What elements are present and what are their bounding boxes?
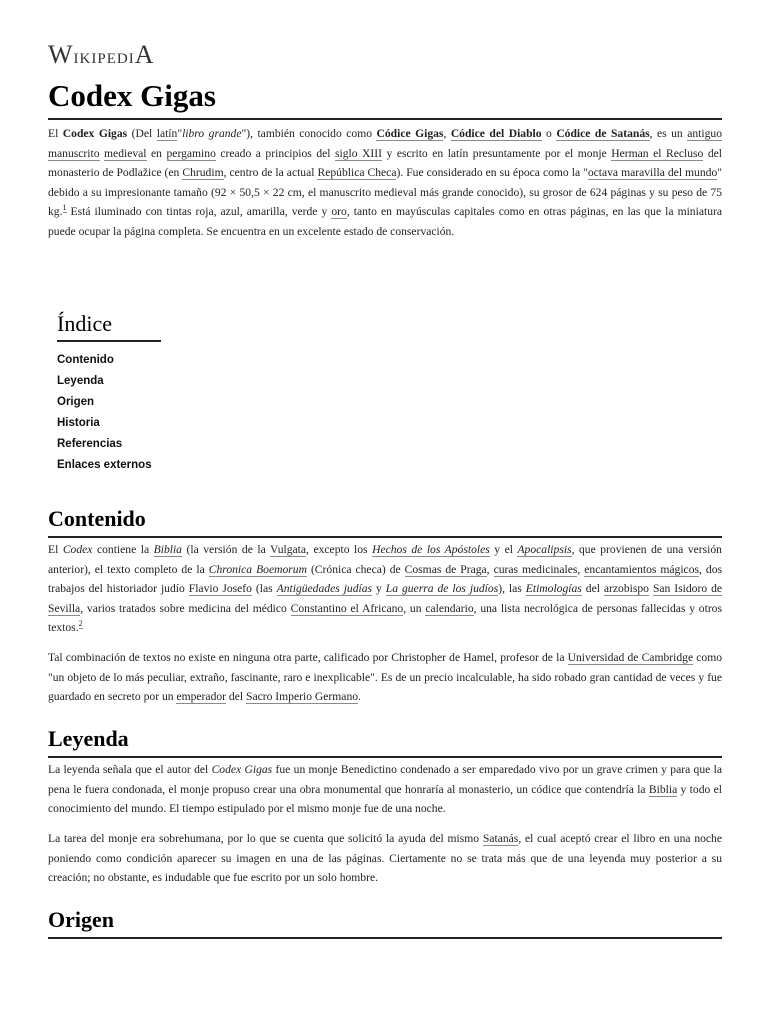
toc-item-contenido[interactable]: Contenido <box>57 354 114 366</box>
link-octava-maravilla[interactable]: octava maravilla del mundo <box>587 166 718 179</box>
link-satanas[interactable]: Satanás <box>482 832 519 845</box>
link-latin[interactable]: latín <box>156 127 178 140</box>
link-biblia-2[interactable]: Biblia <box>648 782 678 796</box>
link-chrudim[interactable]: Chrudim <box>182 166 224 179</box>
link-emperador[interactable]: emperador <box>176 690 227 703</box>
link-herman-recluso[interactable]: Herman el Recluso <box>611 146 704 160</box>
link-encantamientos[interactable]: encantamientos mágicos <box>584 562 700 576</box>
link-antiguedades-judias[interactable]: Antigüedades judías <box>276 582 373 595</box>
link-biblia[interactable]: Biblia <box>153 543 182 556</box>
toc-item-referencias[interactable]: Referencias <box>57 438 123 450</box>
toc-item-origen[interactable]: Origen <box>57 396 95 408</box>
link-codice-satanas[interactable]: Códice de Satanás <box>556 127 650 140</box>
link-constantino-africano[interactable]: Constantino el Africano <box>290 601 404 615</box>
link-vulgata[interactable]: Vulgata <box>270 543 307 556</box>
link-siglo-xiii[interactable]: siglo XIII <box>335 146 383 160</box>
page-title: Codex Gigas <box>48 78 722 120</box>
link-universidad-cambridge[interactable]: Universidad de Cambridge <box>567 651 694 664</box>
ref-link-2[interactable]: 2 <box>78 619 83 629</box>
toc-item-leyenda[interactable]: Leyenda <box>57 375 104 387</box>
link-calendario[interactable]: calendario <box>425 601 474 615</box>
table-of-contents <box>57 310 161 476</box>
section-heading-contenido: Contenido <box>48 505 722 538</box>
wordmark-first-letter: W <box>48 40 74 69</box>
link-sacro-imperio[interactable]: Sacro Imperio Germano <box>246 690 359 703</box>
wikipedia-wordmark[interactable] <box>48 40 154 70</box>
toc-title: Índice <box>57 310 161 342</box>
toc-item-historia[interactable]: Historia <box>57 417 100 429</box>
link-curas-medicinales[interactable]: curas medicinales <box>493 562 578 576</box>
link-antiguo[interactable]: antiguo <box>687 127 722 140</box>
wordmark-middle: ikipedi <box>73 43 135 68</box>
leyenda-paragraph-1: La leyenda señala que el autor del Codex Gigas fue un monje Benedictino condenado a ser emparedado vivo por un grave crimen y para que la pena le fuera condonada, el monje propuso crear una obra monumental que honraría al monasterio, un códice que contendría la Biblia y todo el conocimiento del mundo. El tiempo estipulado por el mismo monje fue de una noche. <box>48 763 722 815</box>
wordmark-last-letter: A <box>134 40 155 69</box>
link-medieval[interactable]: medieval <box>104 146 147 160</box>
section-heading-leyenda: Leyenda <box>48 725 722 758</box>
link-republica-checa[interactable]: República Checa <box>317 166 397 179</box>
link-apocalipsis[interactable]: Apocalipsis <box>517 543 572 556</box>
link-cosmas-praga[interactable]: Cosmas de Praga <box>404 562 487 576</box>
toc-item-enlaces-externos[interactable]: Enlaces externos <box>57 459 152 471</box>
link-etimologias[interactable]: Etimologías <box>525 582 582 595</box>
leyenda-paragraph-2: La tarea del monje era sobrehumana, por lo que se cuenta que solicitó la ayuda del mismo Satanás, el cual aceptó crear el libro en una noche poniendo como condición aparecer su imagen en una de las páginas. Ciertamente no se trata más que de una leyenda muy posterior a su creación; no obstante, es indudable que fue escrito por un solo hombre. <box>48 832 722 884</box>
link-hechos-apostoles[interactable]: Hechos de los Apóstoles <box>372 543 490 556</box>
link-manuscrito[interactable]: manuscrito <box>48 146 100 160</box>
link-codice-diablo[interactable]: Códice del Diablo <box>450 127 542 140</box>
ref-link-1[interactable]: 1 <box>62 203 67 213</box>
link-codice-gigas[interactable]: Códice Gigas <box>376 127 444 140</box>
contenido-paragraph-1: El Codex contiene la Biblia (la versión de la Vulgata, excepto los Hechos de los Apóstoles y el Apocalipsis, que provienen de una versión anterior), el texto completo de la Chronica Boemorum (Crónica checa) de Cosmas de Praga, curas medicinales, encantamientos mágicos, dos trabajos del historiador judío Flavio Josefo (las Antigüedades judías y La guerra de los judíos), las Etimologías del arzobispo San Isidoro de Sevilla, varios tratados sobre medicina del médico Constantino el Africano, un calendario, una lista necrológica de personas fallecidas y otros textos.$^2$ <box>48 543 723 634</box>
link-guerra-judios[interactable]: La guerra de los judíos <box>385 582 499 595</box>
link-chronica-boemorum[interactable]: Chronica Boemorum <box>208 562 307 576</box>
link-san-isidoro[interactable]: San Isidoro de Sevilla <box>48 582 723 615</box>
contenido-paragraph-2: Tal combinación de textos no existe en ninguna otra parte, calificado por Christopher de Hamel, profesor de la Universidad de Cambridge como "un objeto de lo más peculiar, extraño, fascinante, raro e inexplicable". Es de un precio incalculable, ha sido robado gran cantidad de veces y fue guardado en secreto por un emperador del Sacro Imperio Germano. <box>48 651 723 703</box>
link-pergamino[interactable]: pergamino <box>166 146 216 160</box>
link-arzobispo[interactable]: arzobispo <box>603 582 649 595</box>
link-oro[interactable]: oro <box>331 205 347 218</box>
link-flavio-josefo[interactable]: Flavio Josefo <box>188 582 252 595</box>
intro-paragraph: El Codex Gigas (Del latín"libro grande"), también conocido como Códice Gigas, Códice del Diablo o Códice de Satanás, es un antiguo manuscrito medieval en pergamino creado a principios del siglo XIII y escrito en latín presuntamente por el monje Herman el Recluso del monasterio de Podlažice (en Chrudim, centro de la actual República Checa). Fue considerado en su época como la "octava maravilla del mundo" debido a su impresionante tamaño (92 × 50,5 × 22 cm, el manuscrito medieval más grande conocido), su grosor de 624 páginas y su peso de 75 kg.$^1$ Está iluminado con tintas roja, azul, amarilla, verde y oro, tanto en mayúsculas capitales como en otras páginas, en las que la miniatura puede ocupar la página completa. Se encuentra en un excelente estado de conservación. <box>48 127 722 238</box>
section-heading-origen: Origen <box>48 906 722 939</box>
